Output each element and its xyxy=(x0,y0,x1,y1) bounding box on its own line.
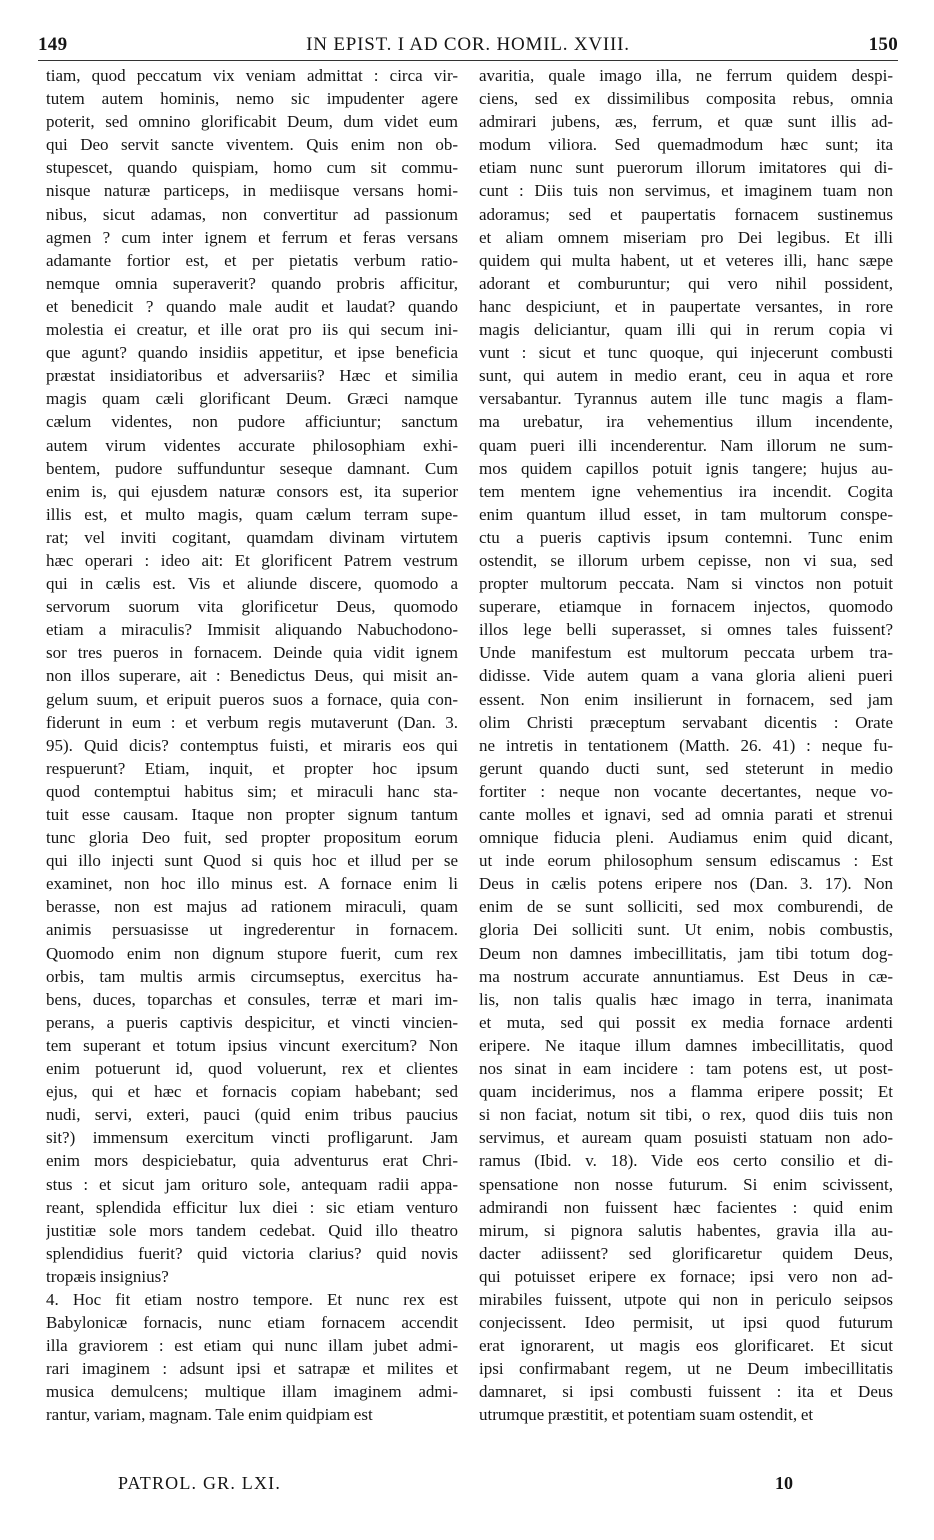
text-line: Deum non damnes imbecillitatis, jam tibi totum dog- xyxy=(479,943,893,963)
text-line: molestia ei creatur, et ille orat pro iis qui secum ini- xyxy=(46,320,458,340)
text-line: animis persuasisse ut ingrederentur in fornacem. xyxy=(46,920,458,940)
text-line: justitiæ sole mors tandem cedebat. Quid illo theatro xyxy=(46,1220,458,1240)
text-line: Unde manifestum est multorum peccata urbem tra- xyxy=(479,643,893,663)
text-line: qui Deo servit sancte viventem. Quis enim non ob- xyxy=(46,135,458,155)
text-line: admirari jubens, æs, ferrum, et quæ sunt illis ad- xyxy=(479,112,893,132)
text-line: stupescet, quando quispiam, homo cum sit commu- xyxy=(46,158,458,178)
text-line: cunt : Diis tuis non servimus, et imaginem tuam non xyxy=(479,181,893,201)
text-line: nemque omnia superaverit? quando probris afficitur, xyxy=(46,273,458,293)
text-line: splendidius fuerit? quid victoria clarius? quid novis xyxy=(46,1243,458,1263)
text-line: qui potuisset eripere ex fornace; ipsi vero non ad- xyxy=(479,1266,893,1286)
page-number-left: 149 xyxy=(38,34,68,55)
text-line: Deus in cælis potens eripere nos (Dan. 3. 17). Non xyxy=(479,874,893,894)
text-column-left xyxy=(46,64,458,1427)
text-line: utrumque præstitit, et potentiam suam ostendit, et xyxy=(479,1405,814,1425)
text-line: enim de se sunt solliciti, sed mox comburendi, de xyxy=(479,897,893,917)
text-line: etiam a miraculis? Immisit aliquando Nabuchodono- xyxy=(46,620,458,640)
text-line: vunt : sicut et tunc quoque, qui injecerunt combusti xyxy=(479,343,893,363)
text-line: reant, splendida efficitur lux diei : sic etiam venturo xyxy=(46,1197,458,1217)
text-line: admirandi non fuissent hæc facientes : quid enim xyxy=(479,1197,893,1217)
text-line: mirum, si pignora salutis habentes, gravia illa au- xyxy=(479,1220,893,1240)
text-line: essent. Non enim insilierunt in fornacem, sed jam xyxy=(479,689,893,709)
text-line: fortiter : neque non vocante decertantes, neque vo- xyxy=(479,781,893,801)
text-line: ut inde eorum philosophum sensum ediscamus : Est xyxy=(479,851,893,871)
text-line: hanc despiciunt, et in paupertate versantes, in rore xyxy=(479,296,893,316)
text-line: adoramus; sed et paupertatis fornacem sustinemus xyxy=(479,204,893,224)
text-line: illis est, et multo magis, quam cælum terram supe- xyxy=(46,504,458,524)
text-line: quam inciderimus, nos a flamma eripere possit; Et xyxy=(479,1082,893,1102)
text-line: avaritia, quale imago illa, ne ferrum quidem despi- xyxy=(479,66,893,85)
footer-sheet-number: 10 xyxy=(775,1473,793,1493)
text-line: respuerunt? Etiam, inquit, et propter hoc ipsum xyxy=(46,758,458,778)
text-line: quidem qui multa habent, ut et veteres illi, hanc sæpe xyxy=(479,250,893,270)
text-line: et benedicit ? quando male audit et laudat? quando xyxy=(46,296,458,316)
text-line: agmen ? cum inter ignem et ferrum et feras versans xyxy=(46,227,458,247)
text-column-right xyxy=(479,64,893,1427)
text-line: quod contemptui habitus sim; et miraculi hanc sta- xyxy=(46,781,458,801)
text-line: et muta, sed qui possit ex media fornace ardenti xyxy=(479,1012,893,1032)
text-line: sunt, qui autem in medio erant, ceu in aqua et rore xyxy=(479,366,893,386)
text-line: ejus, qui et hæc et fornacis copiam habebant; sed xyxy=(46,1082,458,1102)
text-line: magis quam cæli glorificant Deum. Græci namque xyxy=(46,389,458,409)
text-line: fiderunt in eum : et verbum regis mutaverunt (Dan. 3. xyxy=(46,712,458,732)
text-line: examinet, non hoc illo minus est. A fornace enim li xyxy=(46,874,458,894)
text-line: poterit, sed omnino glorificabit Deum, dum videt eum xyxy=(46,112,458,132)
text-line: propter multorum peccata. Nam si vinctos non potuit xyxy=(479,574,893,594)
text-line: et aliam omnem miseriam pro Dei legibus. Et illi xyxy=(479,227,893,247)
text-line: olim Christi præceptum servabant dicentis : Orate xyxy=(479,712,893,732)
text-line: que agunt? quando insidiis appetitur, et ipse beneficia xyxy=(46,343,458,363)
text-line: dacter adiissent? sed glorificaretur quidem Deus, xyxy=(479,1243,893,1263)
text-line: gelum suum, et eripuit pueros suos a fornace, quia con- xyxy=(46,689,458,709)
text-line: ma urebatur, ira vehementius illum incendente, xyxy=(479,412,893,432)
text-line: tuit esse causam. Itaque non propter signum tantum xyxy=(46,805,458,824)
text-line: autem virum videntes accurate philosophiam exhi- xyxy=(46,435,458,455)
text-line: servorum suorum vita glorificetur Deus, quomodo xyxy=(46,597,458,617)
text-line: damnaret, si ipsi combusti fuissent : ita et Deus xyxy=(479,1382,893,1402)
text-line: lis, non talis qualis hæc imago in terra, inanimata xyxy=(479,989,893,1009)
text-line: gloria Dei solliciti sunt. Ut enim, nobis combustis, xyxy=(479,920,893,940)
text-line: conjecissent. Ideo permisit, ut ipsi quod futurum xyxy=(479,1313,893,1333)
text-line: ctu a pueris captivis ipsum contemni. Tunc enim xyxy=(479,527,893,547)
text-line: didisse. Vide autem quam a vana gloria alieni pueri xyxy=(479,666,893,686)
text-line: ne intretis in tentationem (Matth. 26. 41) : neque fu- xyxy=(479,735,893,755)
text-line: adorant et comburuntur; qui vero nihil possident, xyxy=(479,273,893,293)
text-line: cælum videntes, non pudore afficiuntur; sanctum xyxy=(46,412,458,432)
text-line: cante molles et ignavi, sed ad omnia parati et strenui xyxy=(479,805,893,824)
text-line: adamante fortior est, et per pietatis verbum ratio- xyxy=(46,250,458,270)
text-line: quam pueri illi incenderentur. Nam illorum ne sum- xyxy=(479,435,893,455)
text-line: non illos superare, ait : Benedictus Deus, qui misit an- xyxy=(46,666,458,686)
text-line: bens, duces, toparchas et consules, terræ et mari im- xyxy=(46,989,458,1009)
text-line: illa graviorem : est etiam qui nunc illam jubet admi- xyxy=(46,1336,458,1356)
text-line: mos quidem capillos potuit ignis tangere; hujus au- xyxy=(479,458,893,478)
text-line: erat ignorarent, ut magis eos glorificaret. Et sicut xyxy=(479,1336,893,1356)
text-line: mirabiles fuissent, utpote qui non in periculo seipsos xyxy=(479,1289,893,1309)
text-line: tiam, quod peccatum vix veniam admittat : circa vir- xyxy=(46,66,458,85)
running-head xyxy=(38,34,898,56)
text-line: ma nostrum accurate annuntiamus. Est Deus in cæ- xyxy=(479,966,893,986)
text-line: Quomodo enim non dignum stupore fuerit, cum rex xyxy=(46,943,458,963)
text-line: modum viliora. Sed quemadmodum hæc sunt; ita xyxy=(479,135,893,155)
text-line: berasse, non est majus ad rationem miraculi, quam xyxy=(46,897,458,917)
text-line: perans, a pueris captivis despicitur, et vincti vincien- xyxy=(46,1012,458,1032)
text-line: nudi, servi, exteri, pauci (quid enim tribus paucius xyxy=(46,1105,458,1125)
text-line: enim mors despiciebatur, quia adventurus erat Chri- xyxy=(46,1151,458,1171)
text-line: magis deliciantur, quam illi qui in rerum copia vi xyxy=(479,320,893,340)
text-line: præstat insidiatoribus et adversariis? Hæc et similia xyxy=(46,366,458,386)
text-line: nos sinat in eam incidere : tam potens est, ut post- xyxy=(479,1059,893,1079)
text-line: enim is, qui ejusdem naturæ consors est, ita superior xyxy=(46,481,458,501)
text-line: tunc gloria Deo fuit, sed propter propositum eorum xyxy=(46,828,458,848)
text-line: orbis, tam multis armis circumseptus, exercitus ha- xyxy=(46,966,458,986)
text-line: tem mentem igne vehementius ira incendit. Cogita xyxy=(479,481,893,501)
text-line: 4. Hoc fit etiam nostro tempore. Et nunc rex est xyxy=(46,1289,458,1309)
text-line: bentem, pudore suffunduntur seseque damnant. Cum xyxy=(46,458,458,478)
text-line: rat; vel inviti cogitant, quamdam divinam virtutem xyxy=(46,527,458,547)
text-line: nisque naturæ particeps, in mediisque versans homi- xyxy=(46,181,458,201)
text-line: qui in cælis est. Vis et aliunde discere, quomodo a xyxy=(46,574,458,594)
text-line: rari imaginem : adsunt ipsi et satrapæ et milites et xyxy=(46,1359,458,1379)
text-line: superare, etiamque in fornacem injectos, quomodo xyxy=(479,597,893,617)
text-line: tutem autem hominis, nemo sic impudenter agere xyxy=(46,89,458,109)
text-line: Babylonicæ fornacis, nunc etiam fornacem accendit xyxy=(46,1313,458,1333)
text-line: enim potuerunt id, quod voluerunt, rex et clientes xyxy=(46,1059,458,1079)
text-line: rantur, variam, magnam. Tale enim quidpiam est xyxy=(46,1405,373,1425)
text-line: versabantur. Tyrannus autem ille tunc magis a flam- xyxy=(479,389,893,409)
footer-signature: PATROL. GR. LXI. xyxy=(118,1473,282,1493)
text-line: ipsi confirmabant regem, ut ne Deum imbecillitatis xyxy=(479,1359,893,1379)
header-rule xyxy=(38,60,898,61)
text-line: sit?) immensum exercitum vincti profligarunt. Jam xyxy=(46,1128,458,1148)
text-line: hæc operari : ideo ait: Et glorificent Patrem vestrum xyxy=(46,550,458,570)
text-line: musica demulcens; multique illam imaginem admi- xyxy=(46,1382,458,1402)
text-line: enim quantum illud esset, in tam multorum conspe- xyxy=(479,504,893,524)
text-line: eripere. Ne itaque illum damnes imbecillitatis, quod xyxy=(479,1035,893,1055)
page-number-right: 150 xyxy=(868,34,898,55)
text-line: sor tres pueros in fornacem. Deinde quia vidit ignem xyxy=(46,643,458,663)
text-line: etiam nunc sunt puerorum illorum imitatores qui di- xyxy=(479,158,893,178)
text-line: gerunt quando ducti sunt, sed steterunt in medio xyxy=(479,758,893,778)
text-line: tem superant et totum ipsius vincunt exercitum? Non xyxy=(46,1035,458,1055)
text-line: ramus (Ibid. v. 18). Vide eos certo consilio et di- xyxy=(479,1151,893,1171)
text-line: tropæis insignius? xyxy=(46,1266,169,1286)
text-line: ostendit, se illorum urbem cepisse, non vi sua, sed xyxy=(479,550,893,570)
running-title: IN EPIST. I AD COR. HOMIL. XVIII. xyxy=(306,34,630,55)
text-line: si non faciat, notum sit tibi, o rex, quod diis tuis non xyxy=(479,1105,893,1125)
text-line: 95). Quid dicis? contemptus fuisti, et miraris eos qui xyxy=(46,735,458,755)
text-line: omnique fiducia pleni. Audiamus enim quid dicant, xyxy=(479,828,893,848)
text-line: ciens, sed ex dissimilibus composita rebus, omnia xyxy=(479,89,893,109)
text-line: illos lege belli superasset, si omnes tales fuissent? xyxy=(479,620,893,640)
text-line: spensatione non nosse futurum. Si enim scivissent, xyxy=(479,1174,893,1194)
text-line: servimus, et auream quam posuisti statuam non ado- xyxy=(479,1128,893,1148)
text-line: stus : et sicut jam orituro sole, antequam radii appa- xyxy=(46,1174,458,1194)
text-line: nibus, sicut adamas, non convertitur ad passionum xyxy=(46,204,458,224)
text-line: qui illo injecti sunt Quod si quis hoc et illud per se xyxy=(46,851,458,871)
